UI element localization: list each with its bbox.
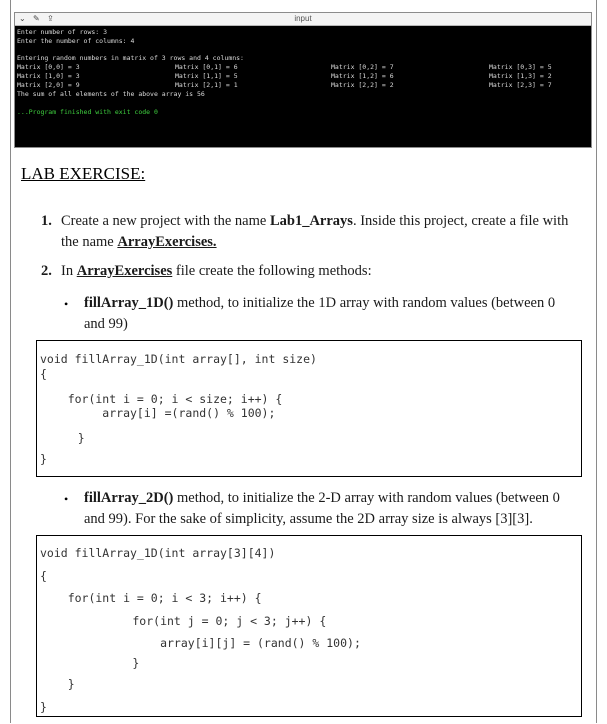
console-line: Matrix [0,3] = 5 bbox=[489, 63, 552, 71]
code-line: { bbox=[40, 569, 47, 583]
code-line: array[i] =(rand() % 100); bbox=[40, 406, 276, 420]
text-run: and 99) bbox=[84, 316, 128, 332]
bullet-item-2 bbox=[84, 488, 596, 530]
code-line: array[i][j] = (rand() % 100); bbox=[77, 636, 361, 650]
list-number: 1. bbox=[41, 213, 52, 229]
code-line: for(int j = 0; j < 3; j++) { bbox=[77, 614, 327, 628]
console-line: Entering random numbers in matrix of 3 rows and 4 columns: bbox=[17, 54, 244, 62]
text-run: Create a new project with the name bbox=[61, 213, 270, 229]
console-line: Matrix [2,1] = 1 bbox=[175, 81, 238, 89]
list-number: 2. bbox=[41, 263, 52, 279]
code-line: { bbox=[40, 367, 47, 381]
console-line: Matrix [1,1] = 5 bbox=[175, 72, 238, 80]
console-line: Matrix [1,2] = 6 bbox=[331, 72, 394, 80]
console-line: Matrix [0,1] = 6 bbox=[175, 63, 238, 71]
page-title: LAB EXERCISE: bbox=[21, 164, 146, 183]
code-block-1d bbox=[36, 340, 582, 477]
console-output bbox=[15, 26, 591, 147]
code-line: } bbox=[50, 431, 85, 445]
console-exit-line: ...Program finished with exit code 0 bbox=[17, 108, 158, 116]
bullet-item-1 bbox=[84, 293, 596, 335]
code-line: } bbox=[40, 677, 75, 691]
text-run: the name bbox=[61, 234, 118, 250]
list-item-1 bbox=[41, 211, 52, 232]
list-item-2-text bbox=[61, 261, 597, 282]
chevron-down-icon[interactable]: ⌄ bbox=[19, 14, 26, 23]
console-line: Enter the number of columns: 4 bbox=[17, 37, 135, 45]
code-line: } bbox=[40, 700, 47, 714]
console-line: Matrix [1,0] = 3 bbox=[17, 72, 80, 80]
code-block-2d bbox=[36, 535, 582, 717]
code-line: } bbox=[40, 452, 47, 466]
code-line: for(int i = 0; i < size; i++) { bbox=[40, 392, 283, 406]
bullet-icon: • bbox=[64, 297, 69, 311]
console-line: Matrix [0,0] = 3 bbox=[17, 63, 80, 71]
console-title: input bbox=[294, 14, 312, 23]
console-line: Matrix [1,3] = 2 bbox=[489, 72, 552, 80]
text-run: method, to initialize the 1D array with random values (between 0 bbox=[173, 295, 556, 311]
code-line: void fillArray_1D(int array[], int size) bbox=[40, 352, 317, 366]
file-name: ArrayExercises. bbox=[117, 234, 217, 250]
console-line: Enter number of rows: 3 bbox=[17, 28, 108, 36]
console-line: Matrix [2,2] = 2 bbox=[331, 81, 394, 89]
text-run: method, to initialize the 2-D array with random values (between 0 bbox=[173, 490, 560, 506]
file-name: ArrayExercises bbox=[76, 263, 173, 279]
text-run: . Inside this project, create a file with bbox=[352, 213, 569, 229]
method-name: fillArray_1D() bbox=[84, 295, 174, 311]
bullet-icon: • bbox=[64, 492, 69, 506]
text-run: In bbox=[61, 263, 77, 279]
code-line: void fillArray_1D(int array[3][4]) bbox=[40, 546, 276, 560]
console-window bbox=[14, 12, 592, 148]
list-item-1-text bbox=[61, 211, 597, 253]
console-line: Matrix [2,3] = 7 bbox=[489, 81, 552, 89]
console-toolbar bbox=[15, 13, 591, 26]
upload-icon[interactable]: ⇪ bbox=[47, 14, 54, 23]
console-line: Matrix [0,2] = 7 bbox=[331, 63, 394, 71]
text-run: and 99). For the sake of simplicity, assume the 2D array size is always [3][3]. bbox=[84, 511, 533, 527]
method-name: fillArray_2D() bbox=[84, 490, 174, 506]
console-line: Matrix [2,0] = 9 bbox=[17, 81, 80, 89]
project-name: Lab1_Arrays bbox=[269, 213, 353, 229]
console-line: The sum of all elements of the above array is 56 bbox=[17, 90, 205, 98]
text-run: file create the following methods: bbox=[172, 263, 372, 279]
code-line: for(int i = 0; i < 3; i++) { bbox=[40, 591, 262, 605]
edit-icon[interactable]: ✎ bbox=[33, 14, 40, 23]
list-item-2 bbox=[41, 261, 52, 282]
code-line: } bbox=[77, 656, 140, 670]
